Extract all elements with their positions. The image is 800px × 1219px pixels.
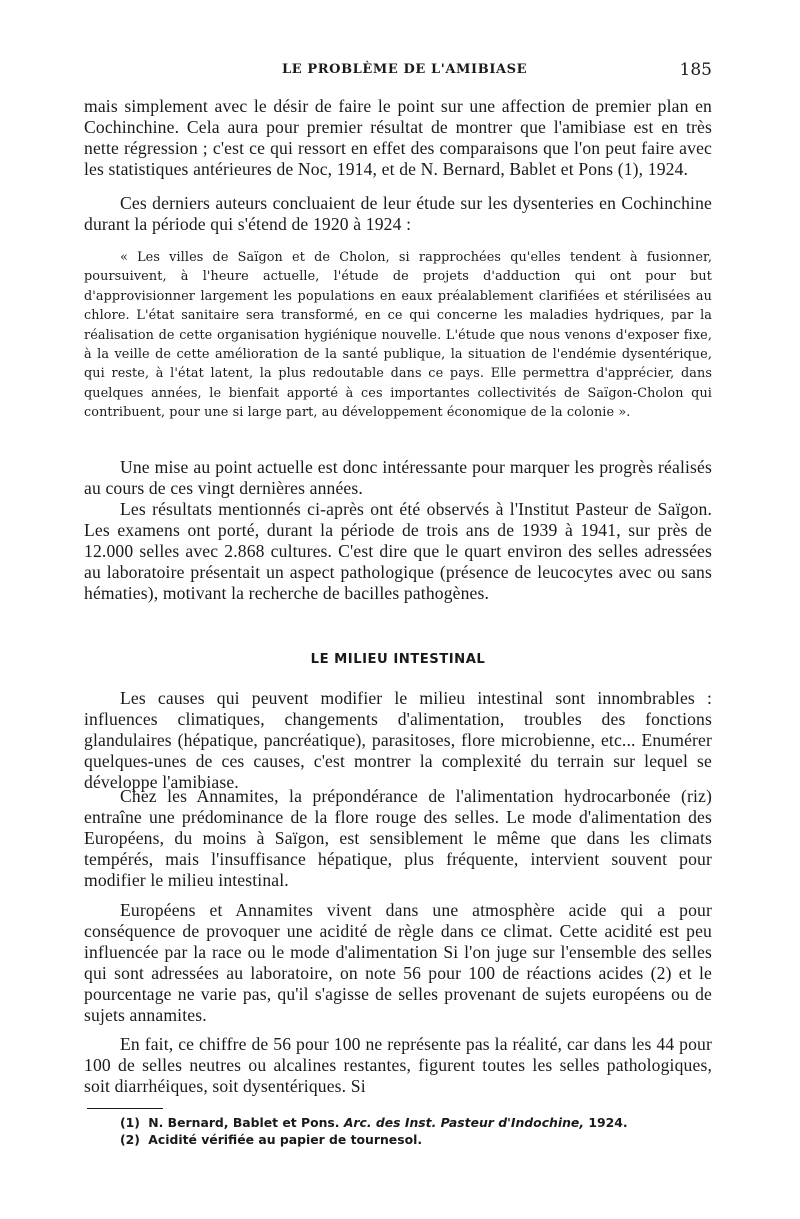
paragraph-annamites: Chez les Annamites, la prépondérance de l'alimentation hydrocarbonée (riz) entraîne une prédominance de la flore rouge des selles. Le mode d'alimentation des Européens, du moins à Saïgon, est sensiblement le même que dans les climats tempérés, mais l'insuffisance hépatique, plus fréquente, intervient souvent pour modifier le milieu intestinal.	[84, 786, 712, 890]
paragraph-update: Une mise au point actuelle est donc intéressante pour marquer les progrès réalisés au cours de ces vingt dernières années.	[84, 457, 712, 498]
footnote-number: (1)	[120, 1115, 140, 1130]
footnote-text: N. Bernard, Bablet et Pons.	[148, 1115, 340, 1130]
page-number: 185	[679, 60, 712, 80]
footnote-journal: Arc. des Inst. Pasteur d'Indochine,	[343, 1115, 585, 1130]
paragraph-intro: mais simplement avec le désir de faire le point sur une affection de premier plan en Cochinchine. Cela aura pour premier résultat de montrer que l'amibiase est en très nette régression ; c'est ce qui ressort en effet des comparaisons que l'on peut faire avec les statistiques antérieures de Noc, 1914, et de N. Bernard, Bablet et Pons (1), 1924.	[84, 96, 712, 179]
paragraph-causes: Les causes qui peuvent modifier le milieu intestinal sont innombrables : influences climatiques, changements d'alimentation, troubles des fonctions glandulaires (hépatique, pancréatique), parasitoses, flore microbienne, etc... Enumérer quelques-unes de ces causes, c'est montrer la complexité du terrain sur lequel se développe l'amibiase.	[84, 688, 712, 792]
footnotes	[120, 1114, 710, 1148]
page-header	[84, 60, 712, 82]
footnote-2	[120, 1131, 710, 1148]
paragraph-in-fact: En fait, ce chiffre de 56 pour 100 ne représente pas la réalité, car dans les 44 pour 100 de selles neutres ou alcalines restantes, figurent toutes les selles pathologiques, soit diarrhéiques, soit dysentériques. Si	[84, 1034, 712, 1096]
footnote-1	[120, 1114, 710, 1131]
paragraph-previous-authors: Ces derniers auteurs concluaient de leur étude sur les dysenteries en Cochinchine durant la période qui s'étend de 1920 à 1924 :	[84, 193, 712, 234]
footnote-text: Acidité vérifiée au papier de tournesol.	[148, 1132, 423, 1147]
running-head: LE PROBLÈME DE L'AMIBIASE	[282, 62, 528, 77]
footnote-number: (2)	[120, 1132, 140, 1147]
block-quote: « Les villes de Saïgon et de Cholon, si rapprochées qu'elles tendent à fusionner, poursuivent, à l'heure actuelle, l'étude de projets d'adduction qui ont pour but d'approvisionner largement les populations en eaux préalablement clarifiées et stérilisées au chlore. L'état sanitaire sera transformé, en ce qui concerne les maladies hydriques, par la réalisation de cette organisation hygiénique nouvelle. L'étude que nous venons d'exposer fixe, à la veille de cette amélioration de la santé publique, la situation de l'endémie dysentérique, qui reste, à l'état latent, la plus redoutable dans ce pays. Elle permettra d'apprécier, dans quelques années, le bienfait apporté à ces importantes collectivités de Saïgon-Cholon qui contribuent, pour une si large part, au développement économique de la colonie ».	[84, 250, 712, 421]
paragraph-acidity: Européens et Annamites vivent dans une atmosphère acide qui a pour conséquence de provoquer une acidité de règle dans ce climat. Cette acidité est peu influencée par la race ou le mode d'alimentation Si l'on juge sur l'ensemble des selles qui sont adressées au laboratoire, on note 56 pour 100 de réactions acides (2) et le pourcentage ne varie pas, qu'il s'agisse de selles provenant de sujets européens ou de sujets annamites.	[84, 900, 712, 1025]
footnote-rule	[87, 1108, 163, 1109]
section-heading: LE MILIEU INTESTINAL	[310, 652, 486, 667]
paragraph-results: Les résultats mentionnés ci-après ont été observés à l'Institut Pasteur de Saïgon. Les examens ont porté, durant la période de trois ans de 1939 à 1941, sur près de 12.000 selles avec 2.868 cultures. C'est dire que le quart environ des selles adressées au laboratoire présentait un aspect pathologique (présence de leucocytes avec ou sans hématies), motivant la recherche de bacilles pathogènes.	[84, 499, 712, 603]
footnote-year: 1924.	[588, 1115, 628, 1130]
